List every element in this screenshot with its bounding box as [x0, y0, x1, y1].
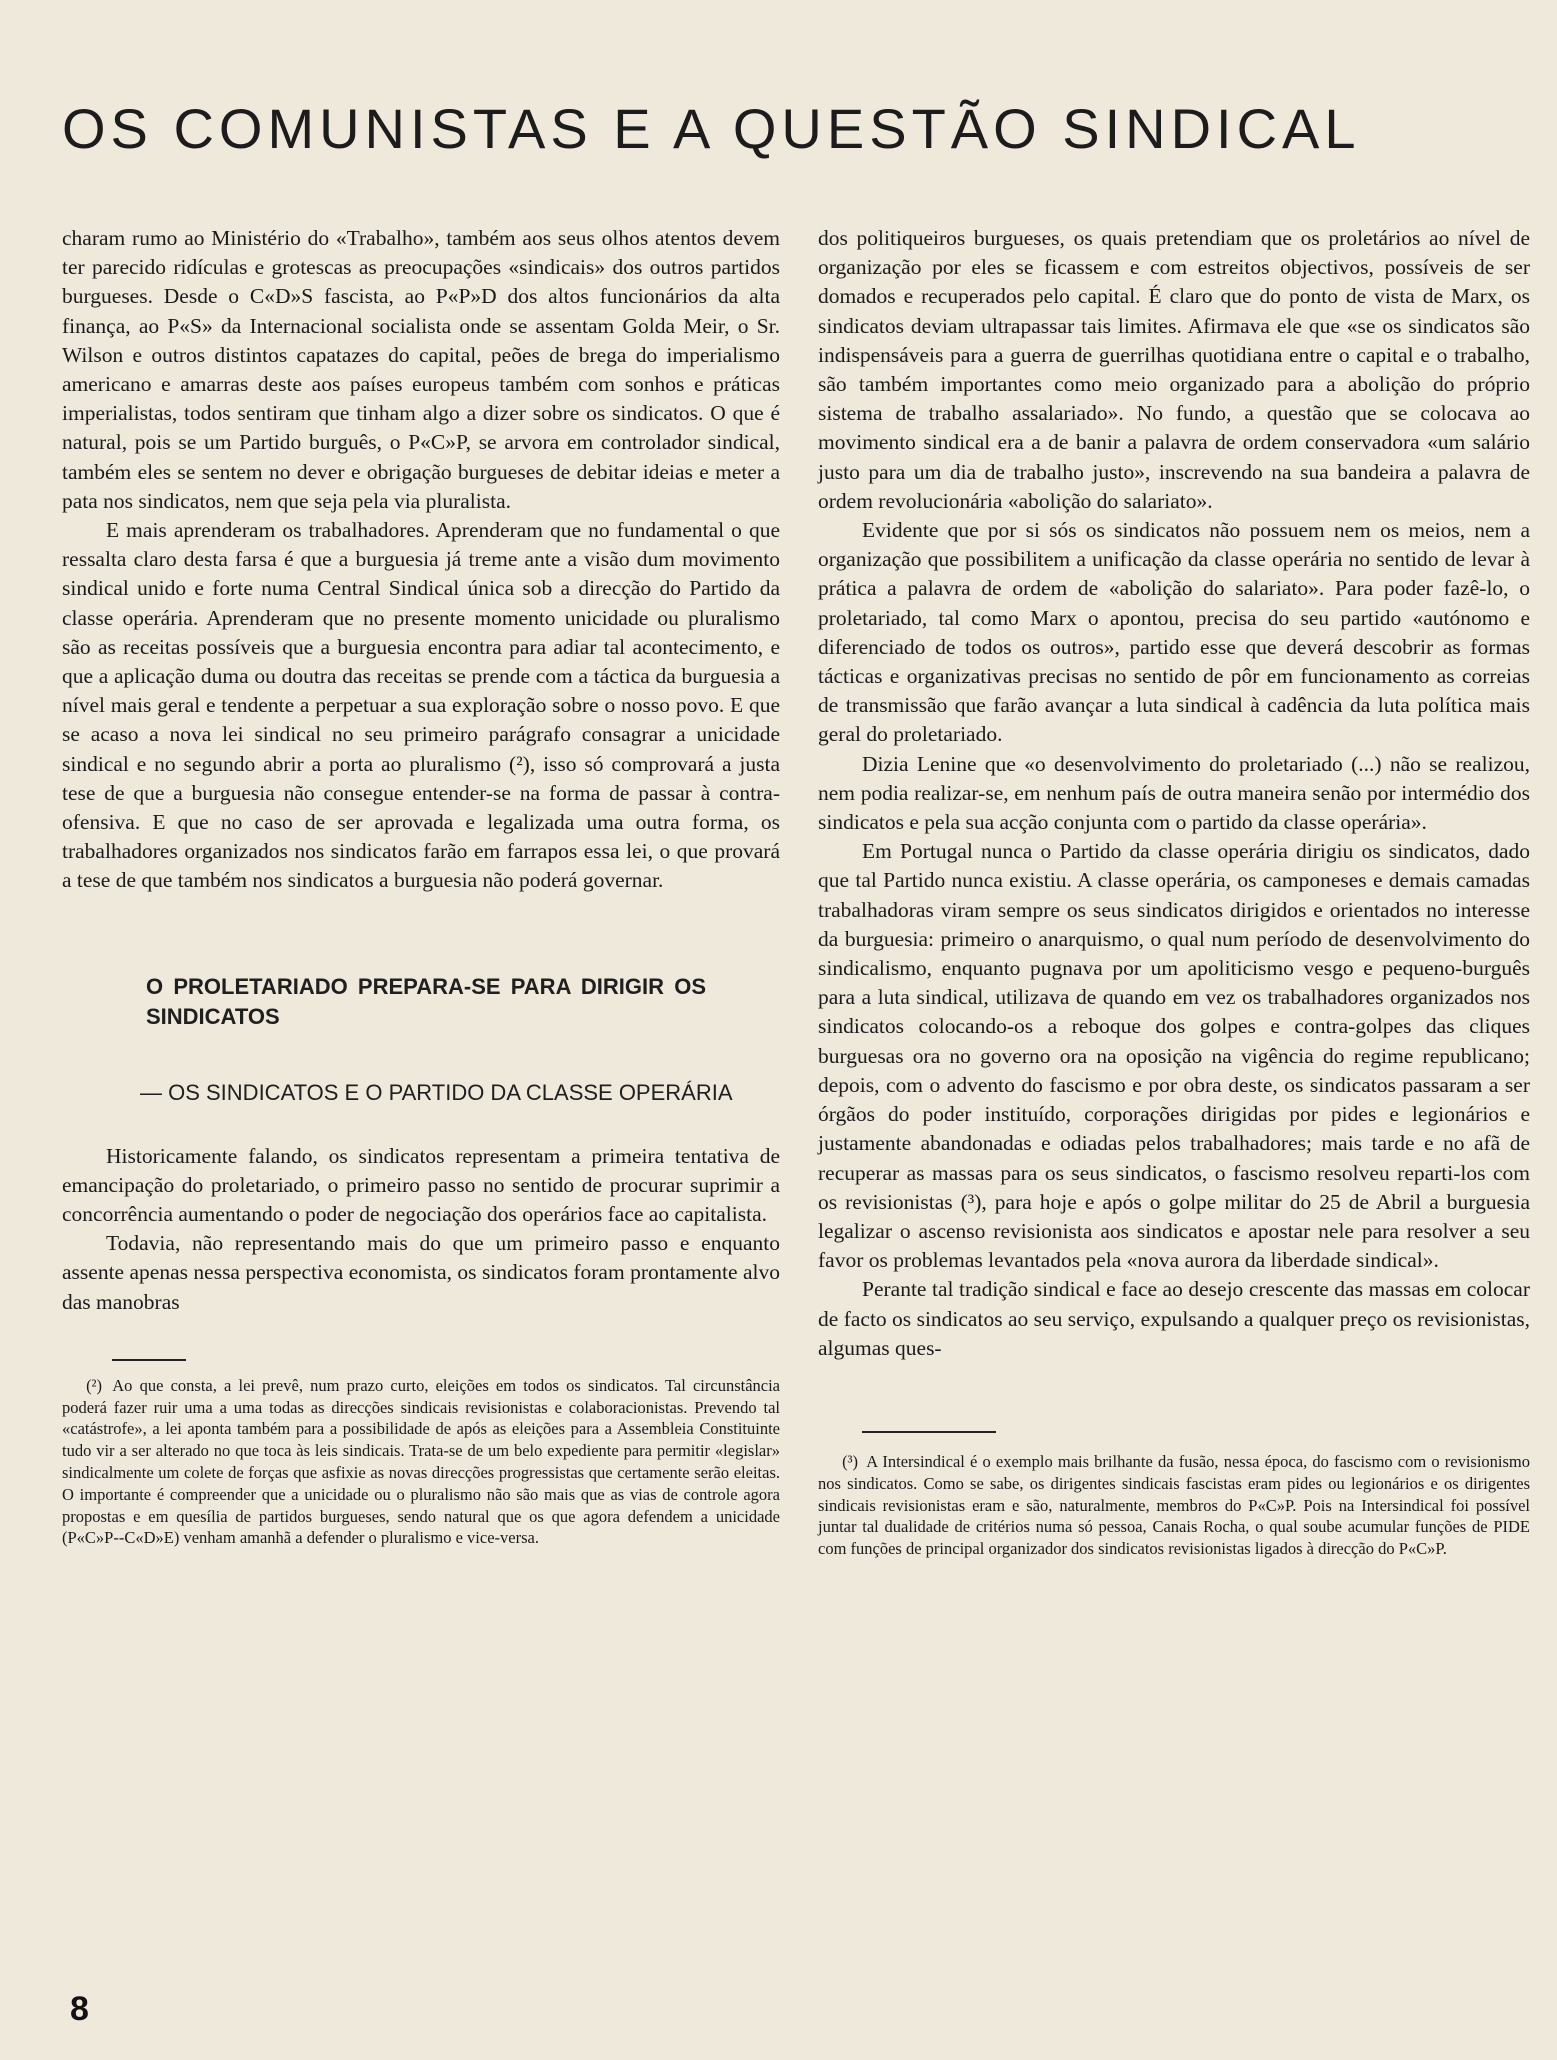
footnote-marker: (²) — [86, 1375, 102, 1395]
footnote-divider — [862, 1431, 996, 1433]
paragraph: Perante tal tradição sindical e face ao desejo crescente das massas em colocar de facto os sindicatos ao seu serviço, expulsando a qualquer preço os revisionistas, algumas ques- — [818, 1277, 1530, 1360]
paragraph: dos politiqueiros burgueses, os quais pretendiam que os proletários ao nível de organização por eles se ficassem e com estreitos objectivos, possíveis de ser domados e recuperados pelo capital. É claro que do ponto de vista de Marx, os sindicatos deviam ultrapassar tais limites. Afirmava ele que «se os sindicatos são indispensáveis para a guerra de guerrilhas quotidiana entre o capital e o trabalho, são também importantes como meio organizado para a abolição do próprio sistema de trabalho assalariado». No fundo, a questão que se colocava ao movimento sindical era a de banir a palavra de ordem conservadora «um salário justo para um dia de trabalho justo», inscrevendo na sua bandeira a palavra de ordem revolucionária «abolição do salariato». — [818, 226, 1530, 513]
section-heading: O PROLETARIADO PREPARA-SE PARA DIRIGIR OS SINDICATOS — [146, 973, 706, 1029]
footnote-text: Ao que consta, a lei prevê, num prazo curto, eleições em todos os sindicatos. Tal circunstância poderá fazer ruir uma a uma todas as direcções sindicais revisionistas e colaboracionistas. Prevendo tal «catástrofe», a lei aponta também para a possibilidade de após as eleições para a Assembleia Constituinte tudo vir a ser alterado no que toca às leis sindicais. Trata-se de um belo expediente para permitir «legislar» sindicalmente um colete de forças que asfixie as novas direcções progressistas que certamente serão eleitas. O importante é compreender que a unicidade ou o pluralismo não são mais que as vias de controle agora propostas e em quesília de partidos burgueses, sendo natural que os que agora defendem a unicidade (P«C»P--C«D»E) venham amanhã a defender o pluralismo e vice-versa. — [62, 1375, 780, 1548]
paragraph: Todavia, não representando mais do que um primeiro passo e enquanto assente apenas nessa perspectiva economista, os sindicatos foram prontamente alvo das manobras — [62, 1231, 780, 1314]
paragraph: E mais aprenderam os trabalhadores. Aprenderam que no fundamental o que ressalta claro desta farsa é que a burguesia já treme ante a visão dum movimento sindical unido e forte numa Central Sindical única sob a direcção do Partido da classe operária. Aprenderam que no presente momento unicidade ou pluralismo são as receitas possíveis que a burguesia encontra para adiar tal acontecimento, e que a aplicação duma ou doutra das receitas se prende com a táctica da burguesia a nível mais geral e tendente a perpetuar a sua exploração sobre o nosso povo. E que se acaso a nova lei sindical no seu primeiro parágrafo consagrar a unicidade sindical e no segundo abrir a porta ao pluralismo (²), isso só comprovará a justa tese de que a burguesia não consegue entender-se na forma de passar à contra-ofensiva. E que no caso de ser aprovada e legalizada uma outra forma, os trabalhadores organizados nos sindicatos farão em farrapos essa lei, o que provará a tese de que também nos sindicatos a burguesia não poderá governar. — [62, 518, 780, 893]
page-title: OS COMUNISTAS E A QUESTÃO SINDICAL — [62, 97, 1361, 160]
right-column — [818, 224, 1530, 1560]
left-column — [62, 224, 780, 1549]
paragraph: Evidente que por si sós os sindicatos não possuem nem os meios, nem a organização que possibilitem a unificação da classe operária no sentido de levar à prática a palavra de ordem de «abolição do salariato». Para poder fazê-lo, o proletariado, tal como Marx o apontou, precisa do seu partido «autónomo e diferenciado de todos os outros», partido esse que deverá descobrir as formas tácticas e organizativas precisas no sentido de pôr em funcionamento as correias de transmissão que farão avançar a luta sindical à cadência da luta política mais geral do proletariado. — [818, 518, 1530, 747]
footnote — [818, 1451, 1530, 1560]
paragraph: charam rumo ao Ministério do «Trabalho», também aos seus olhos atentos devem ter parecido ridículas e grotescas as preocupações «sindicais» dos outros partidos burgueses. Desde o C«D»S fascista, ao P«P»D dos altos funcionários da alta finança, ao P«S» da Internacional socialista onde se assentam Golda Meir, o Sr. Wilson e outros distintos capatazes do capital, peões de brega do imperialismo americano e amarras deste aos países europeus também com sonhos e práticas imperialistas, todos sentiram que tinham algo a dizer sobre os sindicatos. O que é natural, pois se um Partido burguês, o P«C»P, se arvora em controlador sindical, também eles se sentem no dever e obrigação burgueses de debitar ideias e meter a pata nos sindicatos, nem que seja pela via pluralista. — [62, 226, 780, 513]
paragraph: Dizia Lenine que «o desenvolvimento do proletariado (...) não se realizou, nem podia realizar-se, em nenhum país de outra maneira senão por intermédio dos sindicatos e pela sua acção conjunta com o partido da classe operária». — [818, 751, 1530, 835]
footnote-marker: (³) — [842, 1451, 858, 1471]
footnote-text: A Intersindical é o exemplo mais brilhante da fusão, nessa época, do fascismo com o revisionismo nos sindicatos. Como se sabe, os dirigentes sindicais fascistas eram pides ou legionários e os dirigentes sindicais revisionistas eram e são, naturalmente, membros do P«C»P. Pois na Intersindical foi possível juntar tal dualidade de critérios numa só pessoa, Canais Rocha, o qual soube acumular funções de PIDE com funções de principal organizador dos sindicatos revisionistas ligados à direcção do P«C»P. — [818, 1451, 1531, 1559]
paragraph: Em Portugal nunca o Partido da classe operária dirigiu os sindicatos, dado que tal Partido nunca existiu. A classe operária, os camponeses e demais camadas trabalhadoras viram sempre os seus sindicatos dirigidos e orientados no interesse da burguesia: primeiro o anarquismo, o qual num período de desenvolvimento do sindicalismo, enquanto pugnava por um apoliticismo vesgo e pequeno-burguês para a luta sindical, utilizava de quando em vez os trabalhadores organizados nos sindicatos colocando-os a reboque dos golpes e contra-golpes das cliques burguesas ora no governo ora na oposição na vigência do regime republicano; depois, com o advento do fascismo e por obra deste, os sindicatos passaram a ser órgãos do poder instituído, corporações dirigidas por pides e legionários e justamente abandonadas e odiadas pelos trabalhadores; mais tarde e no afã de recuperar as massas para os seus sindicatos, o fascismo resolveu reparti-los com os revisionistas (³), para hoje e após o golpe militar do 25 de Abril a burguesia legalizar o ascenso revisionista aos sindicatos e apostar nele para resolver a seu favor os problemas levantados pela «nova aurora da liberdade sindical». — [818, 839, 1530, 1273]
section-subheading: — OS SINDICATOS E O PARTIDO DA CLASSE OPERÁRIA — [140, 1079, 733, 1105]
paragraph: Historicamente falando, os sindicatos representam a primeira tentativa de emancipação do proletariado, o primeiro passo no sentido de procurar suprimir a concorrência aumentando o poder de negociação dos operários face ao capitalista. — [62, 1143, 780, 1227]
page-number: 8 — [70, 1990, 89, 2028]
footnote-divider — [112, 1359, 186, 1361]
footnote — [62, 1375, 780, 1549]
